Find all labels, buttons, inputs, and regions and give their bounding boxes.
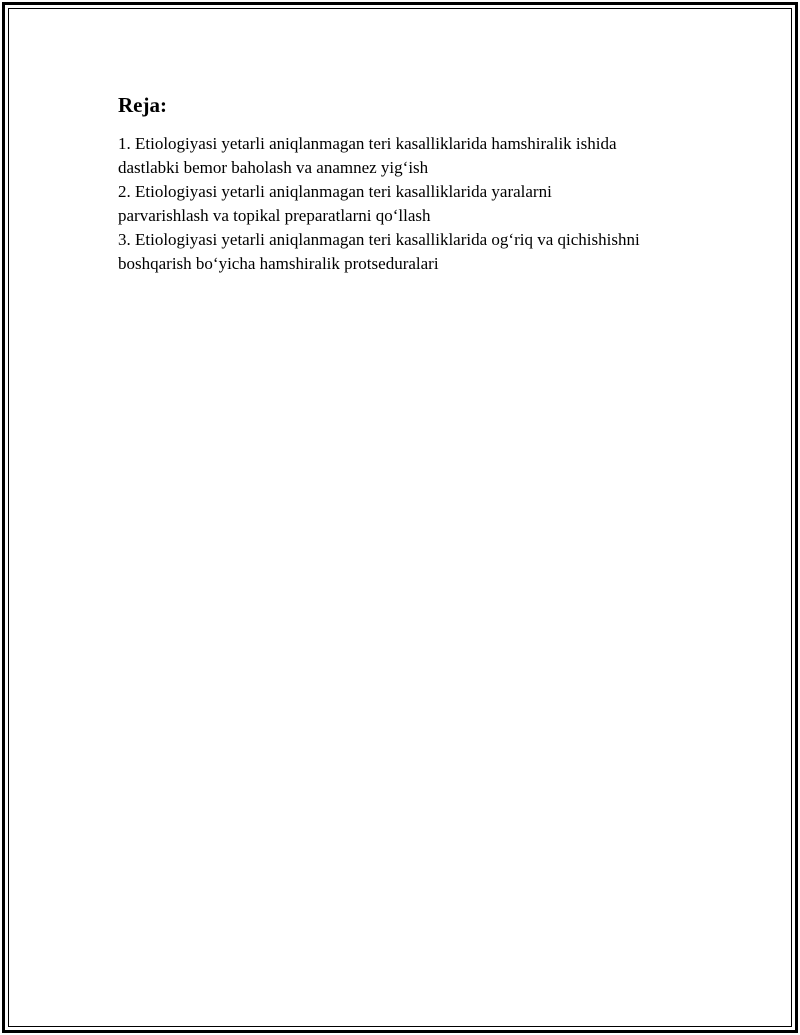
plan-item-3-number: 3. — [118, 230, 131, 249]
plan-heading: Reja: — [118, 93, 167, 117]
plan-item-1 — [118, 132, 718, 180]
plan-item-3 — [118, 228, 718, 276]
plan-item-3-text-1: Etiologiyasi yetarli aniqlanmagan teri kasalliklarida og‘riq va qichishishni — [135, 230, 640, 249]
plan-list — [118, 132, 718, 276]
document-body — [118, 92, 718, 276]
plan-item-2-line-2: parvarishlash va topikal preparatlarni qo‘llash — [118, 206, 431, 225]
plan-item-1-line-2: dastlabki bemor baholash va anamnez yig‘ish — [118, 158, 429, 177]
plan-item-2-text-1: Etiologiyasi yetarli aniqlanmagan teri kasalliklarida yaralarni — [135, 182, 552, 201]
plan-item-3-line-2: boshqarish bo‘yicha hamshiralik protseduralari — [118, 254, 439, 273]
plan-item-2 — [118, 180, 718, 228]
plan-item-2-number: 2. — [118, 182, 131, 201]
plan-item-1-text-1: Etiologiyasi yetarli aniqlanmagan teri kasalliklarida hamshiralik ishida — [135, 134, 617, 153]
plan-item-2-line-1 — [118, 180, 718, 204]
plan-item-1-number: 1. — [118, 134, 131, 153]
plan-item-3-line-1 — [118, 228, 718, 252]
plan-item-1-line-1 — [118, 132, 718, 156]
